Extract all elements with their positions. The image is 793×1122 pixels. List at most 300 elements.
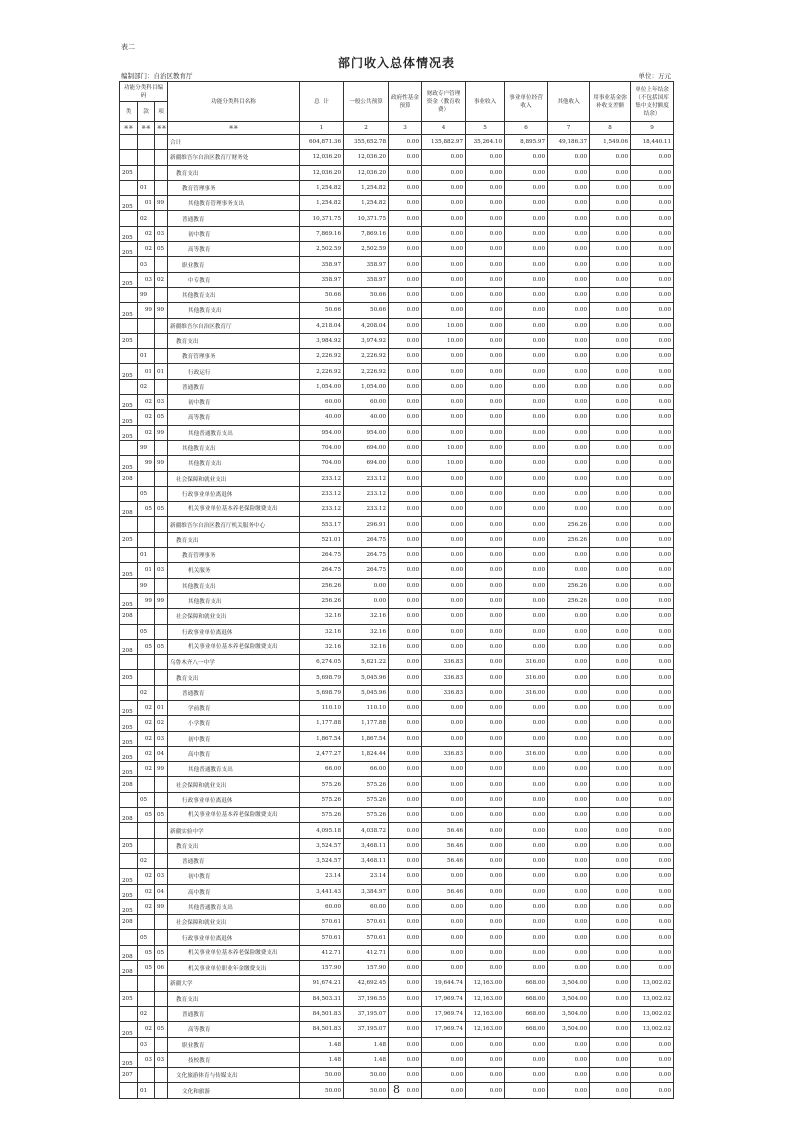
cell-operating-income: 668.00 xyxy=(505,1006,548,1021)
cell-other-income: 0.00 xyxy=(548,410,590,425)
cell-xiang: 05 xyxy=(155,1022,168,1037)
table-row xyxy=(120,762,674,777)
header-special-account: 财政专户管理资金（教育收费） xyxy=(422,82,466,122)
cell-name: 社会保障和就业支出 xyxy=(168,471,300,486)
cell-total: 32.16 xyxy=(300,639,344,654)
cell-prior-balance: 0.00 xyxy=(631,961,674,976)
cell-general-budget: 42,692.45 xyxy=(344,976,389,991)
cell-other-income: 0.00 xyxy=(548,287,590,302)
cell-fund-offset: 0.00 xyxy=(590,532,631,547)
cell-fund-offset: 0.00 xyxy=(590,165,631,180)
cell-operating-income: 668.00 xyxy=(505,991,548,1006)
cell-name: 教育支出 xyxy=(168,333,300,348)
cell-gov-fund: 0.00 xyxy=(389,196,422,211)
cell-gov-fund: 0.00 xyxy=(389,303,422,318)
index-cell: ※※ xyxy=(155,122,168,135)
cell-lei: 205 xyxy=(120,456,138,471)
table-row xyxy=(120,502,674,517)
cell-name: 教育支出 xyxy=(168,670,300,685)
index-cell: ※※ xyxy=(168,122,300,135)
table-row xyxy=(120,823,674,838)
cell-name: 教育支出 xyxy=(168,838,300,853)
cell-total: 7,869.16 xyxy=(300,226,344,241)
cell-special-account: 0.00 xyxy=(422,287,466,302)
cell-gov-fund: 0.00 xyxy=(389,211,422,226)
cell-xiang xyxy=(155,655,168,670)
cell-other-income: 256.26 xyxy=(548,578,590,593)
cell-special-account: 0.00 xyxy=(422,257,466,272)
cell-xiang: 03 xyxy=(155,226,168,241)
cell-prior-balance: 0.00 xyxy=(631,272,674,287)
cell-total: 110.10 xyxy=(300,700,344,715)
cell-general-budget: 110.10 xyxy=(344,700,389,715)
table-row xyxy=(120,853,674,868)
cell-name: 其他教育支出 xyxy=(168,440,300,455)
cell-xiang: 05 xyxy=(155,410,168,425)
table-row xyxy=(120,1037,674,1052)
cell-other-income: 3,504.00 xyxy=(548,1006,590,1021)
cell-gov-fund: 0.00 xyxy=(389,685,422,700)
cell-name: 行政事业单位离退休 xyxy=(168,486,300,501)
cell-name: 学前教育 xyxy=(168,700,300,715)
cell-total: 256.26 xyxy=(300,593,344,608)
cell-xiang: 05 xyxy=(155,502,168,517)
cell-special-account: 336.83 xyxy=(422,746,466,761)
cell-name: 高等教育 xyxy=(168,1022,300,1037)
cell-fund-offset: 0.00 xyxy=(590,471,631,486)
cell-kuan xyxy=(138,823,155,838)
cell-business-income: 0.00 xyxy=(466,624,505,639)
cell-other-income: 0.00 xyxy=(548,945,590,960)
cell-other-income: 0.00 xyxy=(548,333,590,348)
cell-total: 60.00 xyxy=(300,899,344,914)
cell-total: 1,867.54 xyxy=(300,731,344,746)
cell-fund-offset: 0.00 xyxy=(590,1037,631,1052)
cell-other-income: 3,504.00 xyxy=(548,1022,590,1037)
cell-fund-offset: 0.00 xyxy=(590,333,631,348)
cell-other-income: 0.00 xyxy=(548,1037,590,1052)
cell-lei xyxy=(120,379,138,394)
cell-other-income: 0.00 xyxy=(548,395,590,410)
cell-kuan xyxy=(138,333,155,348)
cell-operating-income: 0.00 xyxy=(505,349,548,364)
cell-other-income: 0.00 xyxy=(548,639,590,654)
cell-other-income: 0.00 xyxy=(548,318,590,333)
cell-prior-balance: 0.00 xyxy=(631,242,674,257)
cell-gov-fund: 0.00 xyxy=(389,670,422,685)
cell-prior-balance: 13,002.02 xyxy=(631,991,674,1006)
cell-other-income: 256.26 xyxy=(548,532,590,547)
cell-general-budget: 4,208.04 xyxy=(344,318,389,333)
table-row xyxy=(120,196,674,211)
cell-general-budget: 37,196.55 xyxy=(344,991,389,1006)
cell-gov-fund: 0.00 xyxy=(389,165,422,180)
cell-operating-income: 316.00 xyxy=(505,746,548,761)
cell-other-income: 49,186.37 xyxy=(548,135,590,150)
cell-prior-balance: 0.00 xyxy=(631,517,674,532)
cell-gov-fund: 0.00 xyxy=(389,180,422,195)
cell-fund-offset: 0.00 xyxy=(590,716,631,731)
cell-lei: 208 xyxy=(120,609,138,624)
table-row xyxy=(120,731,674,746)
cell-general-budget: 32.16 xyxy=(344,624,389,639)
cell-prior-balance: 0.00 xyxy=(631,670,674,685)
cell-lei xyxy=(120,257,138,272)
cell-operating-income: 0.00 xyxy=(505,915,548,930)
cell-lei xyxy=(120,211,138,226)
cell-gov-fund: 0.00 xyxy=(389,976,422,991)
cell-kuan: 99 xyxy=(138,578,155,593)
table-row xyxy=(120,884,674,899)
cell-fund-offset: 0.00 xyxy=(590,303,631,318)
cell-name: 教育管理事务 xyxy=(168,349,300,364)
table-row xyxy=(120,609,674,624)
cell-lei xyxy=(120,318,138,333)
cell-kuan xyxy=(138,838,155,853)
cell-business-income: 0.00 xyxy=(466,532,505,547)
cell-business-income: 0.00 xyxy=(466,899,505,914)
table-row xyxy=(120,976,674,991)
cell-lei xyxy=(120,517,138,532)
cell-special-account: 0.00 xyxy=(422,349,466,364)
cell-general-budget: 3,384.97 xyxy=(344,884,389,899)
table-row xyxy=(120,257,674,272)
cell-name: 行政事业单位离退休 xyxy=(168,624,300,639)
cell-total: 2,226.92 xyxy=(300,364,344,379)
cell-xiang: 99 xyxy=(155,899,168,914)
cell-kuan: 02 xyxy=(138,700,155,715)
cell-general-budget: 5,045.96 xyxy=(344,685,389,700)
cell-name: 社会保障和就业支出 xyxy=(168,609,300,624)
cell-lei: 205 xyxy=(120,762,138,777)
cell-operating-income: 0.00 xyxy=(505,456,548,471)
cell-fund-offset: 0.00 xyxy=(590,1052,631,1067)
cell-general-budget: 50.00 xyxy=(344,1068,389,1083)
cell-other-income: 3,504.00 xyxy=(548,991,590,1006)
cell-name: 教育支出 xyxy=(168,991,300,1006)
cell-total: 1,254.82 xyxy=(300,180,344,195)
cell-total: 32.16 xyxy=(300,609,344,624)
cell-xiang xyxy=(155,670,168,685)
cell-special-account: 56.46 xyxy=(422,884,466,899)
table-row xyxy=(120,899,674,914)
table-row xyxy=(120,930,674,945)
cell-gov-fund: 0.00 xyxy=(389,486,422,501)
table-row xyxy=(120,685,674,700)
cell-fund-offset: 0.00 xyxy=(590,746,631,761)
cell-other-income: 0.00 xyxy=(548,792,590,807)
cell-name: 其他教育支出 xyxy=(168,593,300,608)
cell-kuan: 02 xyxy=(138,226,155,241)
cell-total: 23.14 xyxy=(300,869,344,884)
index-cell: 7 xyxy=(548,122,590,135)
cell-gov-fund: 0.00 xyxy=(389,456,422,471)
cell-gov-fund: 0.00 xyxy=(389,609,422,624)
cell-kuan: 03 xyxy=(138,1037,155,1052)
cell-fund-offset: 0.00 xyxy=(590,945,631,960)
cell-operating-income: 0.00 xyxy=(505,930,548,945)
cell-prior-balance: 0.00 xyxy=(631,364,674,379)
cell-xiang xyxy=(155,853,168,868)
header-operating-income: 事业单位经营收入 xyxy=(505,82,548,122)
cell-name: 新疆维吾尔自治区教育厅 xyxy=(168,318,300,333)
table-row xyxy=(120,869,674,884)
cell-special-account: 135,882.97 xyxy=(422,135,466,150)
cell-kuan: 99 xyxy=(138,593,155,608)
cell-total: 1,054.00 xyxy=(300,379,344,394)
header-total: 总 计 xyxy=(300,82,344,122)
cell-gov-fund: 0.00 xyxy=(389,532,422,547)
cell-prior-balance: 0.00 xyxy=(631,456,674,471)
cell-total: 3,984.92 xyxy=(300,333,344,348)
cell-fund-offset: 0.00 xyxy=(590,685,631,700)
cell-special-account: 0.00 xyxy=(422,716,466,731)
cell-special-account: 0.00 xyxy=(422,165,466,180)
cell-xiang: 03 xyxy=(155,563,168,578)
cell-business-income: 0.00 xyxy=(466,731,505,746)
cell-fund-offset: 0.00 xyxy=(590,242,631,257)
cell-lei: 208 xyxy=(120,502,138,517)
cell-prior-balance: 0.00 xyxy=(631,777,674,792)
cell-operating-income: 316.00 xyxy=(505,670,548,685)
cell-xiang xyxy=(155,838,168,853)
cell-business-income: 12,163.00 xyxy=(466,1006,505,1021)
cell-gov-fund: 0.00 xyxy=(389,333,422,348)
cell-operating-income: 0.00 xyxy=(505,196,548,211)
cell-business-income: 0.00 xyxy=(466,242,505,257)
cell-gov-fund: 0.00 xyxy=(389,287,422,302)
cell-fund-offset: 0.00 xyxy=(590,196,631,211)
cell-general-budget: 12,036.20 xyxy=(344,150,389,165)
cell-lei: 205 xyxy=(120,333,138,348)
cell-business-income: 0.00 xyxy=(466,578,505,593)
cell-general-budget: 2,226.92 xyxy=(344,364,389,379)
cell-name: 初中教育 xyxy=(168,395,300,410)
cell-general-budget: 3,468.11 xyxy=(344,853,389,868)
cell-gov-fund: 0.00 xyxy=(389,838,422,853)
cell-name: 新疆维吾尔自治区教育厅财务处 xyxy=(168,150,300,165)
cell-business-income: 0.00 xyxy=(466,685,505,700)
cell-general-budget: 60.00 xyxy=(344,899,389,914)
cell-operating-income: 316.00 xyxy=(505,655,548,670)
cell-business-income: 0.00 xyxy=(466,808,505,823)
cell-other-income: 0.00 xyxy=(548,624,590,639)
cell-fund-offset: 0.00 xyxy=(590,379,631,394)
cell-other-income: 3,504.00 xyxy=(548,976,590,991)
cell-total: 84,503.31 xyxy=(300,991,344,1006)
cell-xiang: 99 xyxy=(155,425,168,440)
index-cell: 9 xyxy=(631,122,674,135)
cell-total: 2,477.27 xyxy=(300,746,344,761)
cell-prior-balance: 13,002.02 xyxy=(631,1022,674,1037)
cell-business-income: 0.00 xyxy=(466,364,505,379)
cell-lei: 205 xyxy=(120,884,138,899)
cell-name: 行政事业单位离退休 xyxy=(168,930,300,945)
index-cell: 4 xyxy=(422,122,466,135)
cell-general-budget: 575.26 xyxy=(344,777,389,792)
cell-total: 12,036.20 xyxy=(300,150,344,165)
cell-name: 其他教育支出 xyxy=(168,303,300,318)
cell-prior-balance: 0.00 xyxy=(631,287,674,302)
cell-other-income: 0.00 xyxy=(548,685,590,700)
header-xiang: 项 xyxy=(155,102,168,122)
cell-total: 91,674.21 xyxy=(300,976,344,991)
cell-other-income: 0.00 xyxy=(548,150,590,165)
cell-fund-offset: 0.00 xyxy=(590,808,631,823)
cell-business-income: 0.00 xyxy=(466,884,505,899)
cell-operating-income: 0.00 xyxy=(505,486,548,501)
cell-xiang: 03 xyxy=(155,395,168,410)
cell-business-income: 0.00 xyxy=(466,196,505,211)
cell-name: 职业教育 xyxy=(168,257,300,272)
cell-kuan: 05 xyxy=(138,502,155,517)
cell-xiang xyxy=(155,578,168,593)
cell-fund-offset: 0.00 xyxy=(590,410,631,425)
cell-other-income: 256.26 xyxy=(548,517,590,532)
cell-fund-offset: 0.00 xyxy=(590,823,631,838)
cell-special-account: 0.00 xyxy=(422,915,466,930)
cell-other-income: 0.00 xyxy=(548,242,590,257)
cell-kuan: 01 xyxy=(138,180,155,195)
cell-other-income: 0.00 xyxy=(548,670,590,685)
cell-operating-income: 0.00 xyxy=(505,333,548,348)
cell-lei xyxy=(120,287,138,302)
cell-prior-balance: 0.00 xyxy=(631,899,674,914)
cell-fund-offset: 0.00 xyxy=(590,1068,631,1083)
cell-operating-income: 0.00 xyxy=(505,150,548,165)
cell-special-account: 0.00 xyxy=(422,777,466,792)
table-row xyxy=(120,716,674,731)
cell-other-income: 0.00 xyxy=(548,609,590,624)
cell-fund-offset: 0.00 xyxy=(590,869,631,884)
cell-operating-income: 0.00 xyxy=(505,961,548,976)
cell-business-income: 0.00 xyxy=(466,379,505,394)
cell-fund-offset: 0.00 xyxy=(590,976,631,991)
cell-prior-balance: 0.00 xyxy=(631,303,674,318)
cell-xiang: 03 xyxy=(155,731,168,746)
cell-general-budget: 355,652.78 xyxy=(344,135,389,150)
cell-kuan: 99 xyxy=(138,303,155,318)
cell-gov-fund: 0.00 xyxy=(389,502,422,517)
cell-xiang xyxy=(155,976,168,991)
cell-total: 6,274.05 xyxy=(300,655,344,670)
cell-fund-offset: 0.00 xyxy=(590,502,631,517)
table-row xyxy=(120,456,674,471)
cell-prior-balance: 0.00 xyxy=(631,746,674,761)
cell-operating-income: 0.00 xyxy=(505,899,548,914)
cell-operating-income: 0.00 xyxy=(505,578,548,593)
cell-lei: 205 xyxy=(120,593,138,608)
index-cell: ※※ xyxy=(138,122,155,135)
cell-fund-offset: 0.00 xyxy=(590,318,631,333)
cell-name: 教育管理事务 xyxy=(168,180,300,195)
cell-kuan: 02 xyxy=(138,242,155,257)
cell-xiang: 02 xyxy=(155,272,168,287)
cell-kuan: 02 xyxy=(138,410,155,425)
cell-operating-income: 0.00 xyxy=(505,165,548,180)
cell-operating-income: 668.00 xyxy=(505,1022,548,1037)
cell-general-budget: 233.12 xyxy=(344,502,389,517)
cell-other-income: 0.00 xyxy=(548,257,590,272)
cell-operating-income: 0.00 xyxy=(505,1052,548,1067)
compiling-department: 编制部门：自治区教育厅 xyxy=(121,72,193,80)
cell-other-income: 0.00 xyxy=(548,486,590,501)
cell-business-income: 0.00 xyxy=(466,609,505,624)
cell-general-budget: 37,195.07 xyxy=(344,1022,389,1037)
cell-prior-balance: 0.00 xyxy=(631,395,674,410)
cell-fund-offset: 0.00 xyxy=(590,593,631,608)
cell-special-account: 0.00 xyxy=(422,563,466,578)
cell-name: 行政运行 xyxy=(168,364,300,379)
cell-gov-fund: 0.00 xyxy=(389,639,422,654)
cell-business-income: 0.00 xyxy=(466,593,505,608)
header-other-income: 其他收入 xyxy=(548,82,590,122)
cell-prior-balance: 0.00 xyxy=(631,930,674,945)
cell-prior-balance: 0.00 xyxy=(631,808,674,823)
cell-business-income: 0.00 xyxy=(466,961,505,976)
cell-prior-balance: 0.00 xyxy=(631,349,674,364)
cell-general-budget: 575.26 xyxy=(344,808,389,823)
cell-special-account: 0.00 xyxy=(422,731,466,746)
cell-lei xyxy=(120,349,138,364)
cell-operating-income: 0.00 xyxy=(505,808,548,823)
cell-business-income: 0.00 xyxy=(466,792,505,807)
cell-lei: 205 xyxy=(120,272,138,287)
cell-special-account: 0.00 xyxy=(422,517,466,532)
header-code-group: 功能分类科目编码 xyxy=(120,82,168,102)
cell-lei xyxy=(120,486,138,501)
cell-operating-income: 0.00 xyxy=(505,410,548,425)
cell-business-income: 12,163.00 xyxy=(466,976,505,991)
cell-operating-income: 0.00 xyxy=(505,1037,548,1052)
cell-special-account: 0.00 xyxy=(422,1083,466,1098)
cell-business-income: 0.00 xyxy=(466,869,505,884)
cell-kuan: 01 xyxy=(138,364,155,379)
cell-total: 521.01 xyxy=(300,532,344,547)
cell-kuan: 01 xyxy=(138,548,155,563)
cell-kuan xyxy=(138,135,155,150)
cell-kuan: 99 xyxy=(138,287,155,302)
cell-lei xyxy=(120,655,138,670)
cell-gov-fund: 0.00 xyxy=(389,349,422,364)
cell-gov-fund: 0.00 xyxy=(389,716,422,731)
cell-name: 机关事业单位基本养老保险缴费支出 xyxy=(168,808,300,823)
cell-name: 新疆大学 xyxy=(168,976,300,991)
cell-prior-balance: 0.00 xyxy=(631,486,674,501)
cell-other-income: 0.00 xyxy=(548,655,590,670)
cell-fund-offset: 0.00 xyxy=(590,1006,631,1021)
cell-lei: 205 xyxy=(120,746,138,761)
table-row xyxy=(120,272,674,287)
cell-lei: 205 xyxy=(120,242,138,257)
cell-name: 职业教育 xyxy=(168,1037,300,1052)
cell-general-budget: 694.00 xyxy=(344,440,389,455)
cell-xiang: 99 xyxy=(155,196,168,211)
cell-name: 初中教育 xyxy=(168,731,300,746)
cell-prior-balance: 0.00 xyxy=(631,792,674,807)
cell-lei: 208 xyxy=(120,777,138,792)
index-cell: 8 xyxy=(590,122,631,135)
cell-xiang xyxy=(155,1068,168,1083)
cell-total: 358.97 xyxy=(300,257,344,272)
table-row xyxy=(120,915,674,930)
cell-total: 575.26 xyxy=(300,808,344,823)
cell-prior-balance: 0.00 xyxy=(631,823,674,838)
cell-special-account: 0.00 xyxy=(422,1068,466,1083)
cell-total: 4,218.04 xyxy=(300,318,344,333)
cell-kuan: 02 xyxy=(138,425,155,440)
cell-gov-fund: 0.00 xyxy=(389,655,422,670)
